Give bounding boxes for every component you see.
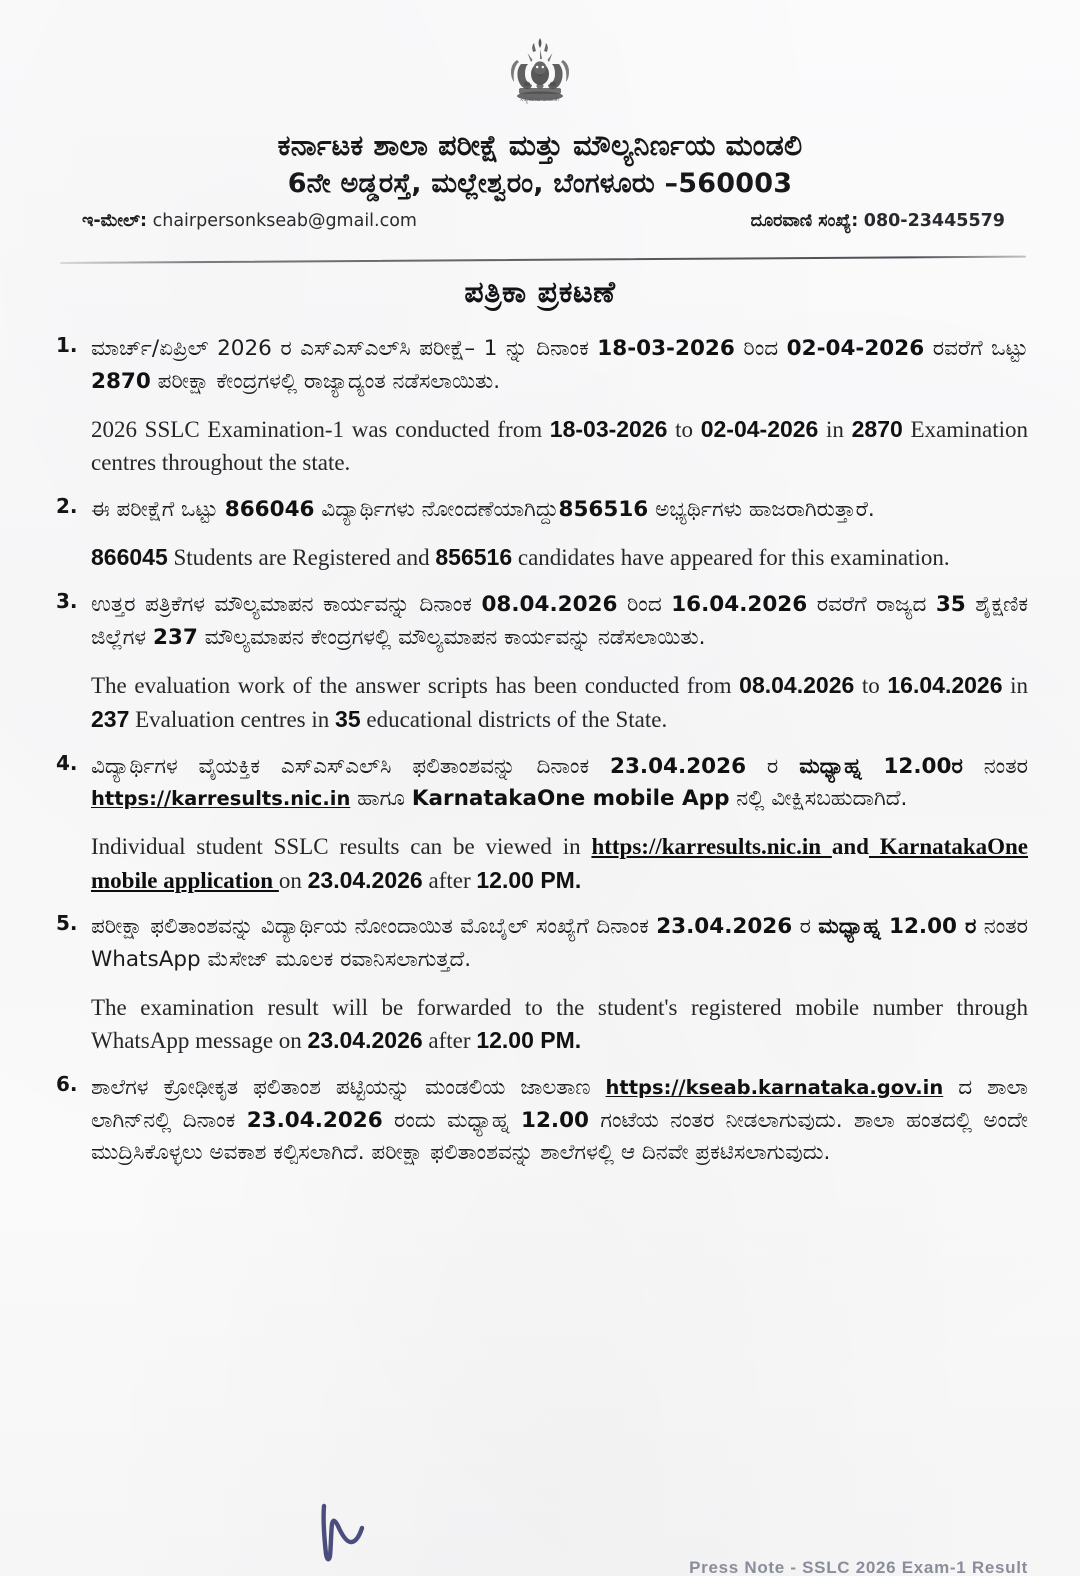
item-text-kannada: [91, 911, 1028, 976]
organization-name: ಕರ್ನಾಟಕ ಶಾಲಾ ಪರೀಕ್ಷೆ ಮತ್ತು ಮೌಲ್ಯನಿರ್ಣಯ ಮಂಡಲಿ: [277, 129, 803, 162]
contact-row: [82, 211, 1005, 231]
list-item: [56, 1072, 1028, 1170]
en-seg: Students are Registered and: [167, 545, 436, 571]
kn-date-start: 18-03-2026: [597, 336, 735, 361]
en-result-date: 23.04.2026: [307, 866, 423, 893]
kn-seg: ದ ಶಾಲಾ ಲಾಗಿನ್‌ನಲ್ಲಿ ದಿನಾಂಕ: [91, 1074, 1028, 1133]
kn-sms-time: ಮಧ್ಯಾಹ್ನ 12.00 ರ: [818, 914, 977, 940]
header-divider: [60, 256, 1026, 264]
kn-result-date: 23.04.2026: [610, 753, 747, 779]
kn-seg: ಹಾಗೂ: [350, 786, 412, 812]
kn-seg: ರವರೆಗೆ ಒಟ್ಟು: [924, 336, 1029, 361]
en-seg: in: [818, 417, 852, 443]
email-value: chairpersonkseab@gmail.com: [152, 211, 417, 231]
kseab-portal-link[interactable]: https://kseab.karnataka.gov.in: [605, 1075, 944, 1099]
item-spacer: [56, 579, 1028, 589]
kn-seg: ರಿಂದ: [617, 591, 672, 617]
kn-seg: ರ: [746, 753, 800, 779]
item-spacer: [56, 484, 1028, 494]
en-district-count: 35: [335, 705, 361, 732]
kn-centre-count: 2870: [91, 368, 151, 394]
kn-result-time: ಮಧ್ಯಾಹ್ನ 12.00ರ: [799, 753, 963, 779]
kn-seg: ನಂತರ WhatsApp ಮೆಸೇಜ್ ಮೂಲಕ ರವಾನಿಸಲಾಗುತ್ತದೆ.: [91, 914, 1028, 972]
en-sms-time: 12.00 PM.: [476, 1027, 582, 1054]
kn-seg: ಗಂಟೆಯ ನಂತರ ನೀಡಲಾಗುವುದು. ಶಾಲಾ ಹಂತದಲ್ಲಿ ಅಂದೇ ಮುದ್ರಿಸಿಕೊಳ್ಳಲು ಅವಕಾಶ ಕಲ್ಪಿಸಲಾಗಿದೆ. ಪರೀಕ್ಷಾ ಫಲಿತಾಂಶವನ್ನು ಶಾಲೆಗಳಲ್ಲಿ ಆ ದಿನವೇ ಪ್ರಕಟಿಸಲಾಗುವುದು.: [91, 1107, 1028, 1166]
item-text-english: [91, 413, 1028, 479]
en-seg: Evaluation centres in: [129, 706, 336, 732]
en-seg: The evaluation work of the answer scripts has been conducted from: [91, 673, 740, 699]
kn-seg: ರವರೆಗೆ ರಾಜ್ಯದ: [807, 591, 936, 617]
en-seg: after: [422, 1028, 477, 1054]
kn-registered-count: 866046: [224, 496, 315, 522]
kn-seg: ಶಾಲೆಗಳ ಕ್ರೋಢೀಕೃತ ಫಲಿತಾಂಶ ಪಟ್ಟಿಯನ್ನು ಮಂಡಲಿಯ ಜಾಲತಾಣ: [91, 1074, 606, 1100]
en-sms-date: 23.04.2026: [307, 1027, 423, 1054]
en-seg: to: [667, 417, 701, 443]
handwritten-signature-icon: [300, 1488, 390, 1568]
email-label: ಇ-ಮೇಲ್:: [82, 211, 148, 231]
item-text-kannada: [91, 589, 1028, 654]
item-spacer: [56, 1062, 1028, 1072]
kn-seg: ಪರೀಕ್ಷಾ ಕೇಂದ್ರಗಳಲ್ಲಿ ರಾಜ್ಯಾದ್ಯಂತ ನಡೆಸಲಾಯಿತು.: [150, 368, 501, 394]
list-item: [56, 751, 1028, 898]
kn-seg: ರ: [792, 914, 819, 940]
en-seg: in: [1002, 673, 1029, 699]
footer-note: Press Note - SSLC 2026 Exam-1 Result: [689, 1558, 1028, 1576]
item-text-kannada: [91, 751, 1028, 816]
kn-app-name: KarnatakaOne mobile App: [411, 786, 730, 812]
email-block: [82, 211, 417, 231]
karresults-link-kannada[interactable]: https://karresults.nic.in: [91, 787, 351, 811]
kn-seg: ಪರೀಕ್ಷಾ ಫಲಿತಾಂಶವನ್ನು ವಿದ್ಯಾರ್ಥಿಯ ನೋಂದಾಯಿತ ಮೊಬೈಲ್ ಸಂಖ್ಯೆಗೆ ದಿನಾಂಕ: [91, 914, 657, 940]
en-seg: after: [422, 867, 477, 893]
kn-district-count: 35: [935, 591, 966, 617]
karresults-link-english[interactable]: https://karresults.nic.in: [591, 833, 832, 859]
organization-address: 6ನೇ ಅಡ್ಡರಸ್ತೆ, ಮಲ್ಲೇಶ್ವರಂ, ಬೆಂಗಳೂರು –560003: [287, 167, 793, 199]
emblem-motto-caption: ಸತ್ಯಮೇವ ಜಯತೇ: [520, 96, 560, 103]
phone-value: 080-23445579: [863, 211, 1005, 231]
en-seg: 2026 SSLC Examination-1 was conducted from: [91, 417, 550, 443]
kn-eval-end: 16.04.2026: [671, 591, 808, 617]
kn-eval-centre-count: 237: [152, 624, 198, 650]
page-title: ಪತ್ರಿಕಾ ಪ್ರಕಟಣೆ: [464, 275, 616, 310]
list-item: [56, 494, 1028, 575]
kn-appeared-count: 856516: [558, 496, 649, 522]
en-seg: candidates have appeared for this examination.: [512, 545, 950, 571]
en-date-start: 18-03-2026: [549, 416, 668, 443]
item-text-english: [91, 831, 1028, 897]
en-seg: on: [278, 867, 308, 893]
en-eval-start: 08.04.2026: [739, 672, 855, 699]
kn-seg: ಈ ಪರೀಕ್ಷೆಗೆ ಒಟ್ಟು: [91, 496, 225, 522]
kn-seg: ಮೌಲ್ಯಮಾಪನ ಕೇಂದ್ರಗಳಲ್ಲಿ ಮೌಲ್ಯಮಾಪನ ಕಾರ್ಯವನ್ನು ನಡೆಸಲಾಯಿತು.: [197, 624, 706, 650]
item-number: 3.: [56, 588, 78, 613]
en-centre-count: 2870: [851, 416, 903, 443]
notice-items-list: [56, 333, 1028, 1174]
kn-school-result-time: 12.00: [520, 1107, 589, 1133]
karnatakaone-app-link[interactable]: KarnatakaOne mobile application: [91, 833, 1028, 893]
organization-header: [0, 128, 1080, 201]
en-seg: The examination result will be forwarded to the student's registered mobile number through WhatsApp message on: [91, 994, 1028, 1054]
en-result-time: 12.00 PM.: [476, 866, 582, 893]
item-text-kannada: [91, 1072, 1028, 1170]
en-date-end: 02-04-2026: [700, 416, 819, 443]
item-number: 6.: [56, 1071, 78, 1096]
en-seg: educational districts of the State.: [360, 706, 668, 732]
item-text-kannada: [91, 494, 1028, 527]
item-spacer: [56, 901, 1028, 911]
list-item: [56, 911, 1028, 1058]
kn-seg: ಮಾರ್ಚ್/ಏಪ್ರಿಲ್ 2026 ರ ಎಸ್‌ಎಸ್‌ಎಲ್‌ಸಿ ಪರೀಕ್ಷೆ– 1 ನ್ನು ದಿನಾಂಕ: [91, 336, 598, 361]
item-number: 2.: [56, 493, 78, 518]
kn-seg: ಶೈಕ್ಷಣಿಕ ಜಿಲ್ಲೆಗಳ: [91, 591, 1029, 650]
phone-label: ದೂರವಾಣಿ ಸಂಖ್ಯೆ:: [750, 211, 859, 231]
kn-eval-start: 08.04.2026: [481, 591, 618, 617]
kn-school-result-date: 23.04.2026: [246, 1107, 383, 1133]
en-seg: Individual student SSLC results can be viewed in: [91, 833, 592, 859]
item-spacer: [56, 741, 1028, 751]
item-text-english: [91, 992, 1028, 1058]
kn-date-end: 02-04-2026: [786, 336, 925, 361]
en-appeared-count: 856516: [435, 544, 513, 571]
list-item: [56, 589, 1028, 737]
en-seg: Examination centres throughout the state.: [91, 417, 1029, 475]
kn-seg: ನಂತರ: [962, 753, 1028, 779]
kn-seg: ಅಭ್ಯರ್ಥಿಗಳು ಹಾಜರಾಗಿರುತ್ತಾರೆ.: [648, 496, 875, 522]
kn-seg: ವಿದ್ಯಾರ್ಥಿಗಳ ವೈಯಕ್ತಿಕ ಎಸ್‌ಎಸ್‌ಎಲ್‌ಸಿ ಫಲಿತಾಂಶವನ್ನು ದಿನಾಂಕ: [91, 753, 611, 779]
kn-seg: ವಿದ್ಯಾರ್ಥಿಗಳು ನೋಂದಣೆಯಾಗಿದ್ದು: [314, 496, 559, 522]
item-text-english: [91, 669, 1028, 736]
en-eval-end: 16.04.2026: [887, 672, 1003, 699]
item-number: 1.: [56, 333, 78, 357]
en-seg: and: [831, 833, 869, 859]
en-registered-count: 866045: [91, 544, 168, 571]
kn-seg: ರಂದು ಮಧ್ಯಾಹ್ನ: [382, 1107, 521, 1133]
kn-seg: ರಿಂದ: [734, 336, 787, 361]
phone-block: [751, 211, 1005, 231]
item-text-kannada: [91, 333, 1028, 398]
kn-seg: ಉತ್ತರ ಪತ್ರಿಕೆಗಳ ಮೌಲ್ಯಮಾಪನ ಕಾರ್ಯವನ್ನು ದಿನಾಂಕ: [91, 591, 482, 617]
kn-sms-date: 23.04.2026: [656, 914, 793, 940]
en-eval-centre-count: 237: [91, 705, 130, 732]
kn-seg: ನಲ್ಲಿ ವೀಕ್ಷಿಸಬಹುದಾಗಿದೆ.: [729, 786, 908, 812]
en-seg: to: [854, 673, 888, 699]
item-text-english: [91, 541, 1028, 575]
item-number: 5.: [56, 911, 78, 936]
list-item: [56, 333, 1028, 480]
item-number: 4.: [56, 750, 78, 775]
